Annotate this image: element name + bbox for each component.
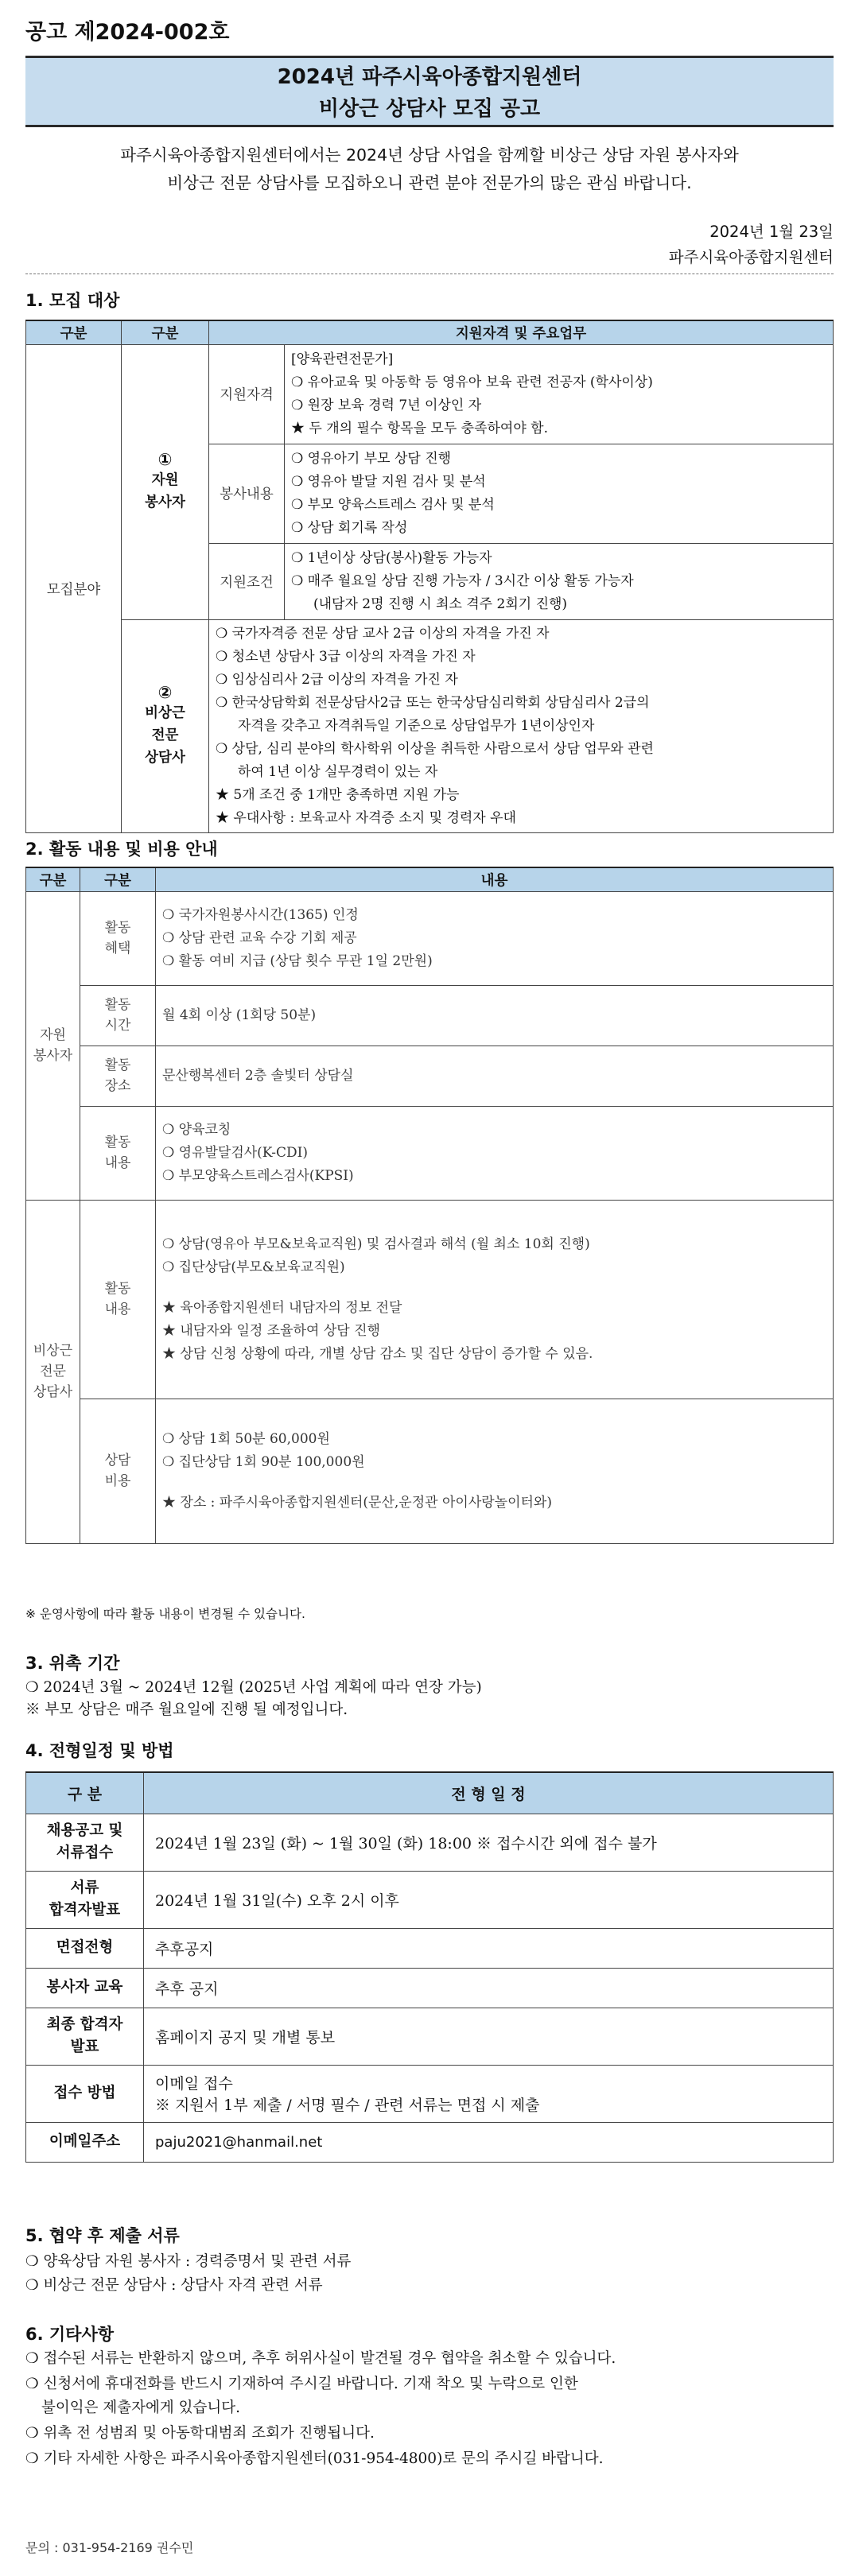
content-cell <box>156 1046 834 1106</box>
schedule-value <box>144 2065 834 2122</box>
professional-qualification-cell <box>209 619 834 832</box>
list-item: 문산행복센터 2층 솔빛터 상담실 <box>162 1067 354 1084</box>
list-item: ❍ 청소년 상담사 3급 이상의 자격을 가진 자 <box>216 648 476 665</box>
section-4-heading: 4. 전형일정 및 방법 <box>25 1741 174 1760</box>
list-item: ❍ 영유아기 부모 상담 진행 <box>291 450 452 467</box>
volunteer-label-cell <box>122 344 209 619</box>
key-line: 채용공고 및 <box>46 1822 123 1839</box>
cat-line: 자원 <box>40 1027 66 1043</box>
list-item: ❍ 한국상담학회 전문상담사2급 또는 한국상담심리학회 상담심리사 2급의 <box>216 694 650 711</box>
label-line: 전문 <box>151 727 179 743</box>
value-line: 이메일 접수 <box>155 2075 233 2093</box>
list-item: ❍ 집단상담 1회 90분 100,000원 <box>162 1453 365 1470</box>
list-item: ❍ 영유발달검사(K-CDI) <box>162 1144 309 1161</box>
section-2-heading: 2. 활동 내용 및 비용 안내 <box>25 840 218 859</box>
list-item: 자격을 갖추고 자격취득일 기준으로 상담업무가 1년이상인자 <box>238 717 595 734</box>
table-header: 구분 <box>80 867 156 891</box>
label-line: 내용 <box>104 1302 131 1317</box>
label-line: 활동 <box>104 1281 131 1297</box>
section-5-heading: 5. 협약 후 제출 서류 <box>25 2226 180 2245</box>
schedule-key <box>26 2008 144 2065</box>
contact-footer: 문의 : 031-954-2169 권수민 <box>25 2540 194 2555</box>
table-header: 지원자격 및 주요업무 <box>209 320 834 344</box>
key-line: 발표 <box>70 2039 99 2055</box>
list-item: ❍ 부모 양육스트레스 검사 및 분석 <box>291 496 495 513</box>
list-item: ★ 장소 : 파주시육아종합지원센터(문산,운정관 아이사랑놀이터와) <box>162 1494 552 1511</box>
row-label <box>80 1106 156 1200</box>
schedule-key <box>26 1871 144 1928</box>
cat-line: 상담사 <box>33 1384 73 1400</box>
schedule-key: 접수 방법 <box>26 2065 144 2122</box>
activity-note: ※ 운영사항에 따라 활동 내용이 변경될 수 있습니다. <box>25 1607 305 1621</box>
list-item: ❍ 국가자격증 전문 상담 교사 2급 이상의 자격을 가진 자 <box>216 625 550 642</box>
misc-line: ❍ 신청서에 휴대전화를 반드시 기재하여 주시길 바랍니다. 기재 착오 및 누락으로 인한 <box>25 2376 578 2392</box>
list-item: ❍ 유아교육 및 아동학 등 영유아 보육 관련 전공자 (학사이상) <box>291 374 653 390</box>
organization-name: 파주시육아종합지원센터 <box>668 248 834 266</box>
label-line: 활동 <box>104 1135 131 1150</box>
schedule-key <box>26 1814 144 1871</box>
list-item: [양육관련전문가] <box>291 351 394 367</box>
table-header: 전 형 일 정 <box>144 1772 834 1814</box>
cat-line: 봉사자 <box>33 1048 73 1064</box>
table-header: 구분 <box>26 867 80 891</box>
schedule-value: 홈페이지 공지 및 개별 통보 <box>144 2008 834 2065</box>
conditions-cell <box>285 543 834 619</box>
intro-paragraph <box>25 142 834 197</box>
misc-line: ❍ 접수된 서류는 반환하지 않으며, 추후 허위사실이 발견될 경우 협약을 취소할 수 있습니다. <box>25 2350 616 2367</box>
cat-line: 비상근 <box>33 1343 73 1359</box>
key-line: 최종 합격자 <box>46 2016 123 2033</box>
list-item: (내담자 2명 진행 시 최소 격주 2회기 진행) <box>313 596 568 612</box>
label-line: 자원 <box>151 472 179 488</box>
intro-line-2: 비상근 전문 상담사를 모집하오니 관련 분야 전문가의 많은 관심 바랍니다. <box>167 173 692 192</box>
duties-cell <box>285 444 834 543</box>
list-item: ❍ 부모양육스트레스검사(KPSI) <box>162 1167 354 1184</box>
label-line: 상담 <box>104 1453 131 1468</box>
list-item: ★ 우대사항 : 보육교사 자격증 소지 및 경력자 우대 <box>216 809 516 826</box>
label-line: 활동 <box>104 920 131 936</box>
schedule-value: 2024년 1월 23일 (화) ~ 1월 30일 (화) 18:00 ※ 접수시간 외에 접수 불가 <box>144 1814 834 1871</box>
misc-line: ❍ 위촉 전 성범죄 및 아동학대범죄 조회가 진행됩니다. <box>25 2425 375 2442</box>
key-line: 서류접수 <box>56 1845 114 1861</box>
list-item <box>156 1279 833 1297</box>
list-item: ❍ 양육코칭 <box>162 1121 231 1138</box>
qualification-cell <box>285 344 834 444</box>
table-header: 내용 <box>156 867 834 891</box>
schedule-value: 추후 공지 <box>144 1968 834 2008</box>
label-line: 상담사 <box>145 750 185 766</box>
schedule-table <box>25 1771 834 2163</box>
notice-date: 2024년 1월 23일 <box>709 223 834 241</box>
title-banner <box>25 56 834 127</box>
table-header: 구분 <box>122 320 209 344</box>
list-item: ❍ 국가자원봉사시간(1365) 인정 <box>162 906 359 923</box>
label-line: 장소 <box>104 1078 131 1094</box>
label-line: 비용 <box>104 1473 131 1489</box>
list-item: ❍ 원장 보육 경력 7년 이상인 자 <box>291 397 482 413</box>
schedule-key: 면접전형 <box>26 1928 144 1968</box>
key-line: 합격자발표 <box>49 1902 121 1918</box>
list-item: ❍ 매주 월요일 상담 진행 가능자 / 3시간 이상 활동 가능자 <box>291 572 634 589</box>
key-line: 서류 <box>70 1880 99 1896</box>
professional-label-cell <box>122 619 209 832</box>
intro-line-1: 파주시육아종합지원센터에서는 2024년 상담 사업을 함께할 비상근 상담 자원 봉사자와 <box>120 145 739 165</box>
misc-line: 불이익은 제출자에게 있습니다. <box>41 2399 240 2416</box>
schedule-value: 2024년 1월 31일(수) 오후 2시 이후 <box>144 1871 834 1928</box>
label-line: 비상근 <box>145 705 185 721</box>
schedule-value: 추후공지 <box>144 1928 834 1968</box>
volunteer-category <box>26 891 80 1200</box>
table-header: 구 분 <box>26 1772 144 1814</box>
schedule-key: 봉사자 교육 <box>26 1968 144 2008</box>
schedule-key: 이메일주소 <box>26 2122 144 2162</box>
content-cell <box>156 985 834 1046</box>
section-3-heading: 3. 위촉 기간 <box>25 1654 120 1673</box>
list-item <box>156 1474 833 1492</box>
list-item: 월 4회 이상 (1회당 50분) <box>162 1007 317 1023</box>
list-item: ★ 내담자와 일정 조율하여 상담 진행 <box>162 1322 380 1339</box>
label-line: 시간 <box>104 1018 131 1034</box>
title-line-2: 비상근 상담사 모집 공고 <box>318 97 541 121</box>
cat-line: 전문 <box>40 1364 66 1379</box>
label-line: ① <box>157 450 173 469</box>
row-label <box>80 1046 156 1106</box>
label-line: 활동 <box>104 1057 131 1073</box>
list-item: ★ 5개 조건 중 1개만 충족하면 지원 가능 <box>216 786 460 803</box>
section-6-heading: 6. 기타사항 <box>25 2325 115 2344</box>
term-line: ❍ 2024년 3월 ~ 2024년 12월 (2025년 사업 계획에 따라 연장 가능) <box>25 1679 482 1696</box>
table-header: 구분 <box>26 320 122 344</box>
category-cell: 모집분야 <box>26 344 122 832</box>
notice-number: 공고 제2024-002호 <box>25 20 230 45</box>
list-item: ❍ 상담 1회 50분 60,000원 <box>162 1430 330 1447</box>
list-item: ❍ 상담 관련 교육 수강 기회 제공 <box>162 929 357 946</box>
section-1-heading: 1. 모집 대상 <box>25 291 120 310</box>
content-cell <box>156 1106 834 1200</box>
doc-line: ❍ 비상근 전문 상담사 : 상담사 자격 관련 서류 <box>25 2277 323 2294</box>
content-cell <box>156 891 834 985</box>
label-line: 활동 <box>104 997 131 1013</box>
content-cell <box>156 1200 834 1399</box>
content-cell <box>156 1399 834 1543</box>
title-line-1: 2024년 파주시육아종합지원센터 <box>277 65 582 89</box>
label-line: 혜택 <box>104 941 131 956</box>
list-item: ★ 두 개의 필수 항목을 모두 충족하여야 함. <box>291 420 548 436</box>
list-item: ❍ 활동 여비 지급 (상담 횟수 무관 1일 2만원) <box>162 952 433 969</box>
recruitment-table <box>25 320 834 833</box>
list-item: ❍ 집단상담(부모&보육교직원) <box>162 1259 345 1275</box>
list-item: ❍ 영유아 발달 지원 검사 및 분석 <box>291 473 486 490</box>
label-line: 내용 <box>104 1155 131 1171</box>
doc-line: ❍ 양육상담 자원 봉사자 : 경력증명서 및 관련 서류 <box>25 2253 352 2270</box>
row-label: 지원조건 <box>209 543 285 619</box>
misc-line: ❍ 기타 자세한 사항은 파주시육아종합지원센터(031-954-4800)로 문의 주시길 바랍니다. <box>25 2450 604 2467</box>
row-label <box>80 1200 156 1399</box>
list-item: ❍ 상담 회기록 작성 <box>291 519 408 536</box>
row-label <box>80 1399 156 1543</box>
row-label: 봉사내용 <box>209 444 285 543</box>
list-item: ★ 상담 신청 상황에 따라, 개별 상담 감소 및 집단 상담이 증가할 수 있음. <box>162 1345 593 1362</box>
label-line: 봉사자 <box>145 495 185 510</box>
label-line: ② <box>157 683 173 702</box>
activity-table <box>25 867 834 1544</box>
list-item: ★ 육아종합지원센터 내담자의 정보 전달 <box>162 1299 402 1316</box>
value-line: ※ 지원서 1부 제출 / 서명 필수 / 관련 서류는 면접 시 제출 <box>155 2097 540 2114</box>
list-item: ❍ 상담, 심리 분야의 학사학위 이상을 취득한 사람으로서 상담 업무와 관련 <box>216 740 654 757</box>
email-address: paju2021@hanmail.net <box>144 2122 834 2162</box>
list-item: 하여 1년 이상 실무경력이 있는 자 <box>238 763 438 780</box>
list-item: ❍ 임상심리사 2급 이상의 자격을 가진 자 <box>216 671 458 688</box>
row-label <box>80 891 156 985</box>
professional-category <box>26 1200 80 1543</box>
list-item: ❍ 상담(영유아 부모&보육교직원) 및 검사결과 해석 (월 최소 10회 진행) <box>162 1236 590 1252</box>
list-item: ❍ 1년이상 상담(봉사)활동 가능자 <box>291 549 492 566</box>
term-note: ※ 부모 상담은 매주 월요일에 진행 될 예정입니다. <box>25 1701 348 1718</box>
row-label <box>80 985 156 1046</box>
row-label: 지원자격 <box>209 344 285 444</box>
